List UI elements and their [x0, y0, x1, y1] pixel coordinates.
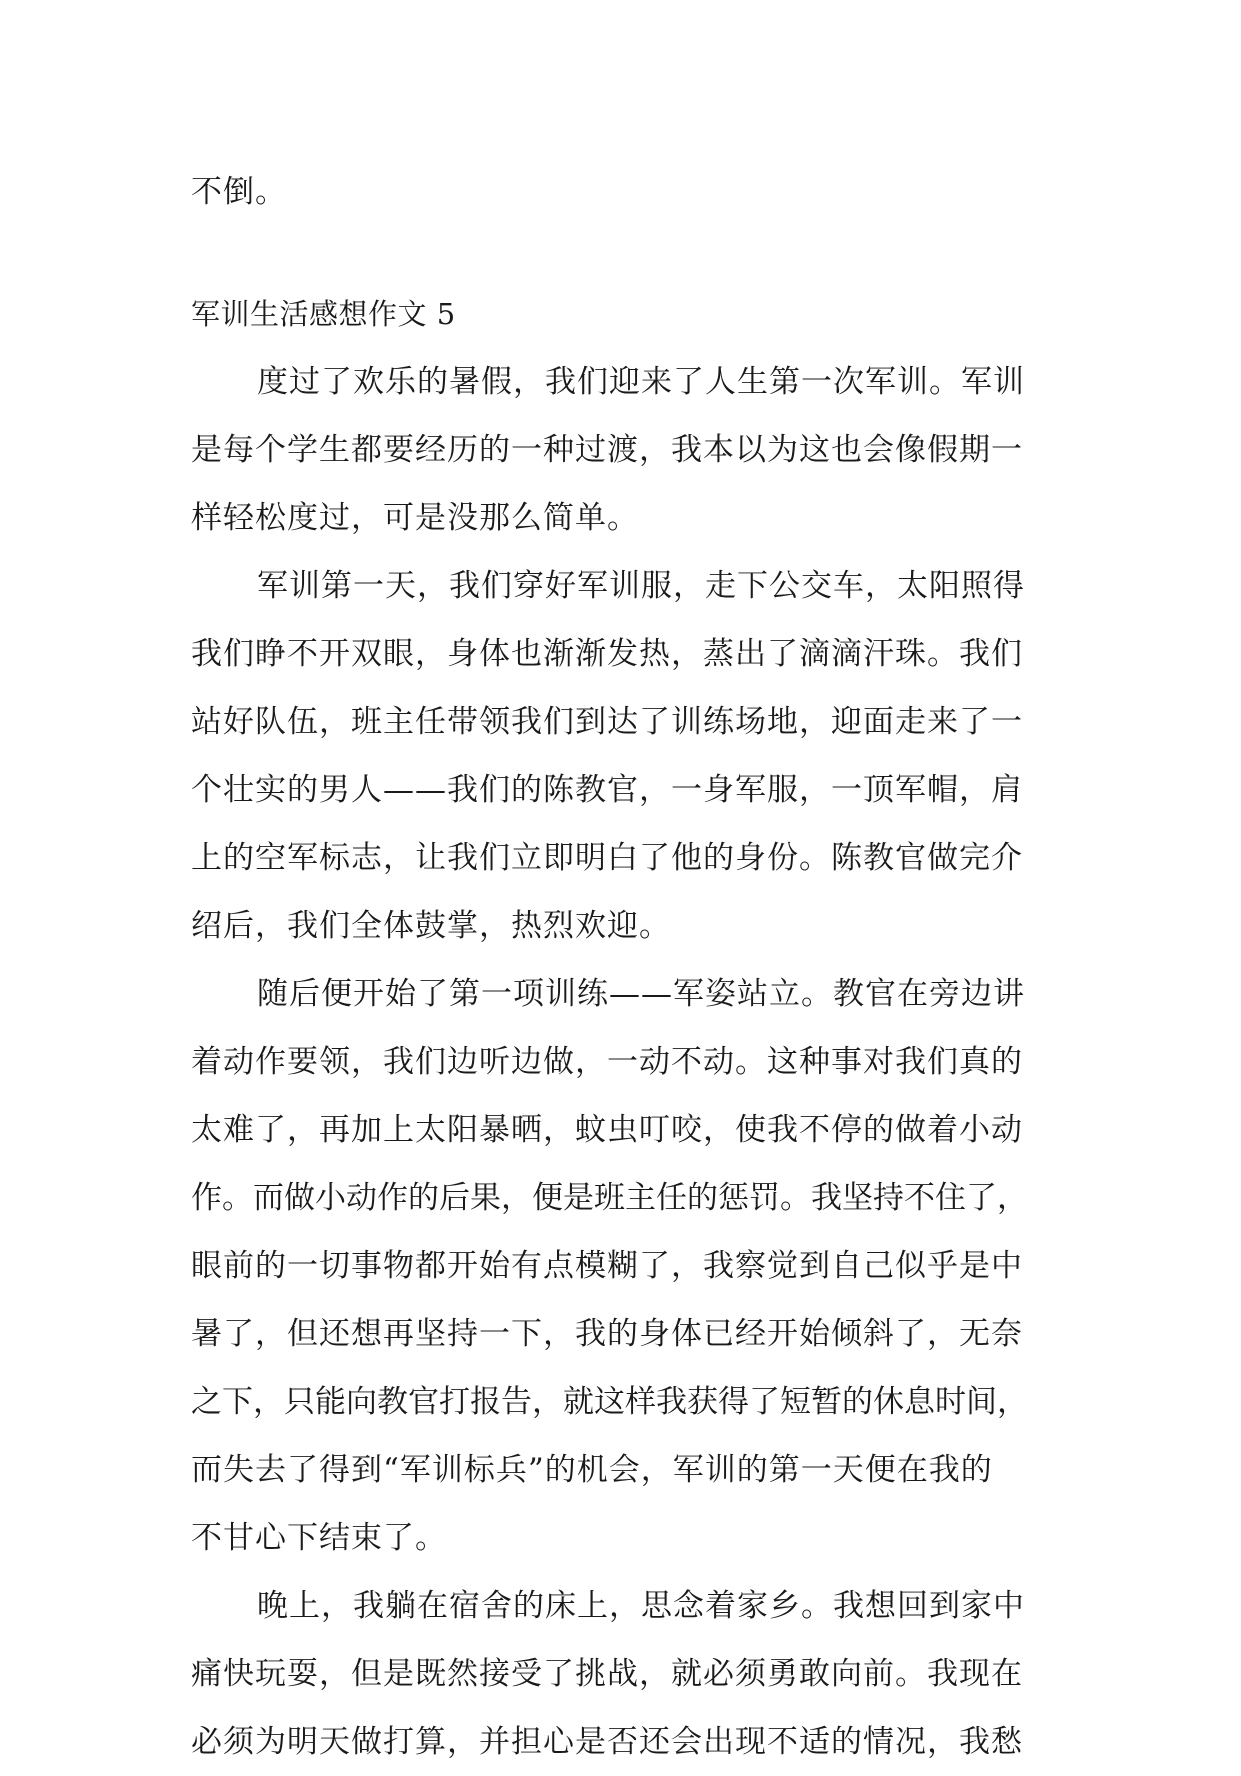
paragraph-line: 上的空军标志，让我们立即明白了他的身份。陈教官做完介 — [191, 840, 1023, 876]
paragraph-line: 是每个学生都要经历的一种过渡，我本以为这也会像假期一 — [191, 432, 1023, 468]
paragraph-line: 作。而做小动作的后果，便是班主任的惩罚。我坚持不住了， — [191, 1180, 1028, 1216]
paragraph-line: 站好队伍，班主任带领我们到达了训练场地，迎面走来了一 — [191, 704, 1023, 740]
paragraph-line: 太难了，再加上太阳暴晒，蚊虫叮咬，使我不停的做着小动 — [191, 1112, 1023, 1148]
paragraph-line: 样轻松度过，可是没那么简单。 — [191, 500, 639, 536]
paragraph — [191, 348, 1051, 552]
paragraph — [191, 960, 1051, 1572]
paragraph-line: 晚上，我躺在宿舍的床上，思念着家乡。我想回到家中 — [257, 1588, 1025, 1624]
paragraph-gap — [191, 226, 1051, 280]
paragraph-line: 而失去了得到“军训标兵”的机会，军训的第一天便在我的 — [191, 1452, 993, 1488]
paragraph-line: 痛快玩耍，但是既然接受了挑战，就必须勇敢向前。我现在 — [191, 1656, 1023, 1692]
paragraph-line: 我们睁不开双眼，身体也渐渐发热，蒸出了滴滴汗珠。我们 — [191, 636, 1023, 672]
essay-heading: 军训生活感想作文 5 — [191, 297, 456, 331]
opening-line: 不倒。 — [191, 174, 287, 210]
paragraph-line: 随后便开始了第一项训练——军姿站立。教官在旁边讲 — [257, 976, 1025, 1012]
paragraph-line: 必须为明天做打算，并担心是否还会出现不适的情况，我愁 — [191, 1724, 1023, 1760]
paragraph-line: 暑了，但还想再坚持一下，我的身体已经开始倾斜了，无奈 — [191, 1316, 1023, 1352]
document-body — [191, 158, 1051, 1776]
paragraph — [191, 1572, 1051, 1776]
paragraph-line: 着动作要领，我们边听边做，一动不动。这种事对我们真的 — [191, 1044, 1023, 1080]
paragraph-line: 绍后，我们全体鼓掌，热烈欢迎。 — [191, 908, 671, 944]
paragraph-line: 不甘心下结束了。 — [191, 1520, 447, 1556]
paragraph-line: 军训第一天，我们穿好军训服，走下公交车，太阳照得 — [257, 568, 1025, 604]
paragraph-line: 眼前的一切事物都开始有点模糊了，我察觉到自己似乎是中 — [191, 1248, 1023, 1284]
paragraph — [191, 552, 1051, 960]
paragraph-line: 度过了欢乐的暑假，我们迎来了人生第一次军训。军训 — [257, 364, 1025, 400]
paragraph-line: 之下，只能向教官打报告，就这样我获得了短暂的休息时间， — [191, 1384, 1028, 1420]
paragraph-line: 个壮实的男人——我们的陈教官，一身军服，一顶军帽，肩 — [191, 772, 1023, 808]
